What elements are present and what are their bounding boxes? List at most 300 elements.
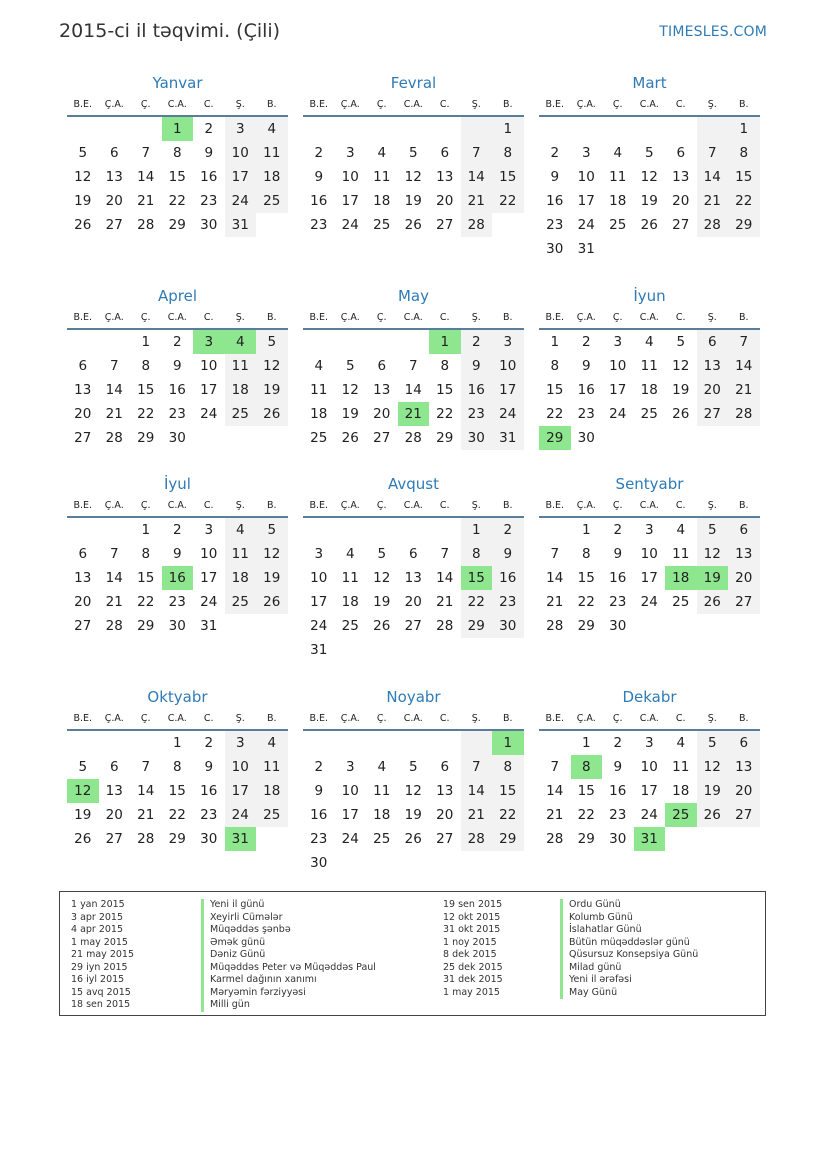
day-cell: 8 [172, 759, 182, 775]
day-cell: 9 [314, 169, 324, 185]
day-cell: 31 [225, 213, 257, 237]
day-cell: 10 [200, 546, 218, 562]
day-cell: 1 [429, 330, 461, 354]
holiday-date: 1 may 2015 [71, 936, 128, 948]
day-cell: 1 [728, 117, 760, 141]
day-cell: 31 [577, 241, 595, 257]
day-cell: 21 [546, 807, 564, 823]
day-cell: 21 [461, 189, 493, 213]
weekday-label: B. [266, 98, 277, 110]
holiday-name: Dəniz Günü [201, 949, 376, 962]
weekday-label: Ç. [376, 311, 387, 323]
day-cell: 28 [105, 430, 123, 446]
day-cell: 3 [644, 522, 654, 538]
holiday-date: 25 dek 2015 [443, 961, 503, 973]
day-cell: 14 [404, 382, 422, 398]
weekday-label: Ç. [376, 499, 387, 511]
empty-cell [303, 117, 335, 141]
day-cell: 15 [168, 783, 186, 799]
day-cell: 29 [577, 831, 595, 847]
empty-cell [67, 330, 99, 354]
weekday-label: C.A. [639, 98, 659, 110]
empty-cell [366, 851, 398, 875]
day-cell: 10 [200, 358, 218, 374]
day-cell: 16 [200, 169, 218, 185]
day-cell: 22 [546, 406, 564, 422]
weekday-label: Ç. [140, 712, 151, 724]
day-cell: 24 [640, 594, 658, 610]
day-cell: 1 [581, 735, 591, 751]
empty-cell [398, 638, 430, 662]
day-cell: 4 [314, 358, 324, 374]
day-cell: 7 [408, 358, 418, 374]
day-cell: 24 [225, 803, 257, 827]
day-cell: 28 [105, 618, 123, 634]
day-cell: 17 [640, 783, 658, 799]
day-cell: 17 [609, 382, 627, 398]
day-cell: 23 [168, 594, 186, 610]
day-cell: 9 [204, 759, 214, 775]
day-cell: 26 [697, 803, 729, 827]
day-cell: 28 [697, 213, 729, 237]
week-row [67, 566, 288, 590]
holiday-name: Müqəddəs şənbə [201, 924, 376, 937]
day-cell: 18 [310, 406, 328, 422]
day-cell: 1 [141, 334, 151, 350]
weekday-label: Ç. [612, 311, 623, 323]
day-cell: 19 [640, 193, 658, 209]
weekday-label: C. [439, 499, 450, 511]
day-cell: 14 [546, 783, 564, 799]
week-row [539, 827, 760, 851]
day-cell: 24 [609, 406, 627, 422]
day-cell: 22 [577, 594, 595, 610]
week-row [67, 141, 288, 165]
day-cell: 24 [200, 594, 218, 610]
day-cell: 26 [404, 217, 422, 233]
weekday-label: Ş. [471, 712, 481, 724]
week-row [303, 638, 524, 662]
empty-cell [634, 614, 666, 638]
day-cell: 29 [461, 614, 493, 638]
day-cell: 28 [137, 217, 155, 233]
day-cell: 27 [404, 618, 422, 634]
month-2 [303, 73, 524, 237]
month-name: Noyabr [386, 688, 441, 706]
holiday-name: İslahatlar Günü [560, 924, 698, 937]
holiday-name: Qüsursuz Konsepsiya Günü [560, 949, 698, 962]
day-cell: 28 [461, 827, 493, 851]
weekday-label: C.A. [403, 311, 423, 323]
day-cell: 3 [204, 522, 214, 538]
day-cell: 23 [609, 594, 627, 610]
holiday-name: Bütün müqəddəslər günü [560, 937, 698, 950]
week-row [539, 779, 760, 803]
day-cell: 2 [204, 735, 214, 751]
day-cell: 6 [697, 330, 729, 354]
weekday-label: C.A. [639, 311, 659, 323]
empty-cell [193, 426, 225, 450]
weekday-label: C.A. [167, 499, 187, 511]
day-cell: 19 [672, 382, 690, 398]
weekday-label: Ş. [707, 712, 717, 724]
empty-cell [602, 237, 634, 261]
weekday-label: C. [203, 98, 214, 110]
holiday-name: Milli gün [201, 999, 376, 1012]
day-cell: 2 [172, 334, 182, 350]
weekday-label: C. [675, 712, 686, 724]
weekday-header [303, 306, 524, 330]
day-cell: 16 [461, 378, 493, 402]
week-row [539, 590, 760, 614]
day-cell: 8 [141, 358, 151, 374]
weekday-label: B.E. [545, 98, 565, 110]
holiday-name: Kolumb Günü [560, 912, 698, 925]
day-cell: 18 [665, 566, 697, 590]
day-cell: 8 [550, 358, 560, 374]
week-row [67, 803, 288, 827]
holiday-date: 12 okt 2015 [443, 911, 501, 923]
day-cell: 20 [404, 594, 422, 610]
day-cell: 25 [310, 430, 328, 446]
day-cell: 25 [256, 803, 288, 827]
day-cell: 14 [436, 570, 454, 586]
day-cell: 6 [728, 518, 760, 542]
day-cell: 16 [609, 783, 627, 799]
week-row [67, 330, 288, 354]
day-cell: 22 [492, 189, 524, 213]
holiday-date: 29 iyn 2015 [71, 961, 128, 973]
day-cell: 13 [105, 169, 123, 185]
day-cell: 4 [345, 546, 355, 562]
empty-cell [697, 827, 729, 851]
empty-cell [67, 731, 99, 755]
day-cell: 9 [172, 546, 182, 562]
day-cell: 11 [256, 141, 288, 165]
holiday-names-right [560, 899, 698, 999]
day-cell: 12 [74, 169, 92, 185]
empty-cell [539, 117, 571, 141]
holiday-date: 16 iyl 2015 [71, 974, 125, 985]
day-cell: 11 [672, 759, 690, 775]
empty-cell [634, 117, 666, 141]
day-cell: 25 [225, 590, 257, 614]
weekday-label: Ş. [707, 98, 717, 110]
day-cell: 30 [310, 855, 328, 871]
day-cell: 4 [613, 145, 623, 161]
weekday-label: B.E. [545, 311, 565, 323]
holiday-date: 1 may 2015 [443, 986, 500, 998]
empty-cell [429, 117, 461, 141]
empty-cell [602, 117, 634, 141]
day-cell: 4 [256, 117, 288, 141]
week-row [67, 378, 288, 402]
day-cell: 9 [461, 354, 493, 378]
day-cell: 11 [373, 783, 391, 799]
empty-cell [697, 237, 729, 261]
day-cell: 25 [640, 406, 658, 422]
day-cell: 23 [492, 590, 524, 614]
day-cell: 23 [310, 831, 328, 847]
weekday-label: B.E. [309, 311, 329, 323]
holiday-date: 8 dek 2015 [443, 949, 497, 960]
empty-cell [492, 851, 524, 875]
weekday-label: Ç.A. [576, 499, 596, 511]
day-cell: 23 [546, 217, 564, 233]
week-row [303, 330, 524, 354]
weekday-label: B.E. [73, 712, 93, 724]
day-cell: 29 [492, 827, 524, 851]
day-cell: 2 [461, 330, 493, 354]
week-row [303, 117, 524, 141]
day-cell: 22 [436, 406, 454, 422]
holiday-date: 15 avq 2015 [71, 986, 131, 998]
holiday-date: 31 dek 2015 [443, 974, 503, 985]
week-row [303, 590, 524, 614]
holiday-date: 3 apr 2015 [71, 911, 124, 923]
day-cell: 25 [256, 189, 288, 213]
week-row [303, 426, 524, 450]
empty-cell [461, 851, 493, 875]
empty-cell [697, 426, 729, 450]
day-cell: 3 [613, 334, 623, 350]
day-cell: 30 [609, 618, 627, 634]
week-row [67, 518, 288, 542]
day-cell: 19 [404, 807, 422, 823]
week-row [303, 518, 524, 542]
day-cell: 26 [74, 217, 92, 233]
day-cell: 10 [609, 358, 627, 374]
week-row [67, 117, 288, 141]
weekday-label: B.E. [309, 98, 329, 110]
week-row [303, 851, 524, 875]
empty-cell [366, 731, 398, 755]
weekday-label: Ç. [612, 98, 623, 110]
week-row [539, 518, 760, 542]
day-cell: 1 [172, 735, 182, 751]
day-cell: 4 [225, 330, 257, 354]
day-cell: 7 [728, 330, 760, 354]
day-cell: 25 [373, 831, 391, 847]
holiday-date: 4 apr 2015 [71, 924, 124, 935]
day-cell: 17 [492, 378, 524, 402]
holiday-name: Məryəmin fərziyyəsi [201, 987, 376, 1000]
day-cell: 14 [105, 570, 123, 586]
day-cell: 31 [310, 642, 328, 658]
day-cell: 18 [225, 378, 257, 402]
month-name: Mart [632, 74, 667, 92]
day-cell: 25 [225, 402, 257, 426]
day-cell: 14 [728, 354, 760, 378]
day-cell: 10 [310, 570, 328, 586]
week-row [303, 189, 524, 213]
weekday-header [539, 494, 760, 518]
weekday-label: B.E. [545, 712, 565, 724]
day-cell: 15 [168, 169, 186, 185]
day-cell: 5 [256, 518, 288, 542]
weekday-label: Ç.A. [576, 712, 596, 724]
day-cell: 8 [492, 755, 524, 779]
weekday-label: B. [266, 499, 277, 511]
day-cell: 25 [609, 217, 627, 233]
holiday-date: 19 sen 2015 [443, 899, 503, 910]
weekday-label: Ç.A. [576, 98, 596, 110]
day-cell: 5 [78, 759, 88, 775]
day-cell: 17 [341, 807, 359, 823]
day-cell: 19 [74, 193, 92, 209]
weekday-label: Ç. [140, 311, 151, 323]
empty-cell [697, 614, 729, 638]
empty-cell [99, 518, 131, 542]
day-cell: 16 [200, 783, 218, 799]
day-cell: 21 [105, 406, 123, 422]
week-row [67, 402, 288, 426]
week-row [303, 827, 524, 851]
day-cell: 18 [256, 165, 288, 189]
day-cell: 14 [461, 165, 493, 189]
weekday-label: C.A. [639, 712, 659, 724]
week-row [67, 189, 288, 213]
day-cell: 6 [676, 145, 686, 161]
day-cell: 26 [74, 831, 92, 847]
day-cell: 8 [141, 546, 151, 562]
weekday-label: Ş. [235, 98, 245, 110]
day-cell: 18 [373, 193, 391, 209]
day-cell: 5 [256, 330, 288, 354]
day-cell: 16 [310, 193, 328, 209]
day-cell: 9 [613, 759, 623, 775]
day-cell: 13 [74, 382, 92, 398]
week-row [67, 165, 288, 189]
day-cell: 24 [341, 831, 359, 847]
weekday-label: B. [502, 311, 513, 323]
day-cell: 9 [204, 145, 214, 161]
day-cell: 21 [137, 807, 155, 823]
day-cell: 14 [461, 779, 493, 803]
day-cell: 30 [546, 241, 564, 257]
weekday-label: Ş. [235, 712, 245, 724]
day-cell: 6 [377, 358, 387, 374]
holiday-date: 1 yan 2015 [71, 899, 125, 910]
month-name: Yanvar [152, 74, 203, 92]
day-cell: 22 [577, 807, 595, 823]
holiday-date: 21 may 2015 [71, 949, 135, 960]
day-cell: 31 [634, 827, 666, 851]
site-logo[interactable]: TIMESLES.COM [659, 24, 767, 40]
weekday-label: B. [502, 712, 513, 724]
day-cell: 3 [193, 330, 225, 354]
day-cell: 2 [204, 121, 214, 137]
day-cell: 18 [640, 382, 658, 398]
day-cell: 19 [697, 566, 729, 590]
empty-cell [461, 638, 493, 662]
week-row [539, 165, 760, 189]
day-cell: 31 [492, 426, 524, 450]
empty-cell [256, 827, 288, 851]
weekday-label: Ç. [612, 712, 623, 724]
day-cell: 9 [550, 169, 560, 185]
weekday-label: C. [203, 311, 214, 323]
day-cell: 20 [728, 779, 760, 803]
empty-cell [303, 731, 335, 755]
empty-cell [256, 213, 288, 237]
day-cell: 27 [105, 831, 123, 847]
day-cell: 30 [200, 831, 218, 847]
day-cell: 11 [341, 570, 359, 586]
week-row [303, 542, 524, 566]
day-cell: 12 [256, 542, 288, 566]
empty-cell [398, 330, 430, 354]
weekday-header [67, 93, 288, 117]
month-7 [67, 474, 288, 638]
day-cell: 12 [404, 169, 422, 185]
empty-cell [697, 117, 729, 141]
weekday-label: Ç.A. [104, 499, 124, 511]
day-cell: 10 [640, 759, 658, 775]
holiday-name: Milad günü [560, 962, 698, 975]
day-cell: 29 [137, 430, 155, 446]
day-cell: 21 [137, 193, 155, 209]
month-1 [67, 73, 288, 237]
holiday-name: Xeyirli Cümələr [201, 912, 376, 925]
day-cell: 8 [492, 141, 524, 165]
day-cell: 29 [436, 430, 454, 446]
weekday-label: Ç. [376, 98, 387, 110]
week-row [539, 614, 760, 638]
day-cell: 17 [640, 570, 658, 586]
empty-cell [335, 638, 367, 662]
empty-cell [366, 518, 398, 542]
day-cell: 2 [581, 334, 591, 350]
weekday-header [303, 93, 524, 117]
empty-cell [256, 614, 288, 638]
day-cell: 3 [345, 145, 355, 161]
day-cell: 22 [492, 803, 524, 827]
month-10 [67, 687, 288, 851]
day-cell: 4 [256, 731, 288, 755]
holiday-dates-left [71, 899, 134, 1012]
empty-cell [634, 426, 666, 450]
day-cell: 29 [168, 217, 186, 233]
day-cell: 21 [728, 378, 760, 402]
day-cell: 25 [373, 217, 391, 233]
weekday-label: C.A. [167, 712, 187, 724]
day-cell: 17 [200, 382, 218, 398]
weekday-label: C. [439, 98, 450, 110]
day-cell: 19 [404, 193, 422, 209]
weekday-label: B. [738, 98, 749, 110]
month-9 [539, 474, 760, 638]
day-cell: 10 [492, 354, 524, 378]
empty-cell [665, 614, 697, 638]
day-cell: 15 [492, 779, 524, 803]
day-cell: 23 [168, 406, 186, 422]
day-cell: 31 [200, 618, 218, 634]
day-cell: 15 [137, 570, 155, 586]
empty-cell [225, 614, 257, 638]
day-cell: 18 [256, 779, 288, 803]
day-cell: 11 [672, 546, 690, 562]
week-row [539, 117, 760, 141]
day-cell: 15 [137, 382, 155, 398]
week-row [539, 213, 760, 237]
day-cell: 2 [314, 759, 324, 775]
day-cell: 14 [105, 382, 123, 398]
empty-cell [256, 426, 288, 450]
day-cell: 8 [440, 358, 450, 374]
day-cell: 10 [640, 546, 658, 562]
day-cell: 30 [168, 618, 186, 634]
